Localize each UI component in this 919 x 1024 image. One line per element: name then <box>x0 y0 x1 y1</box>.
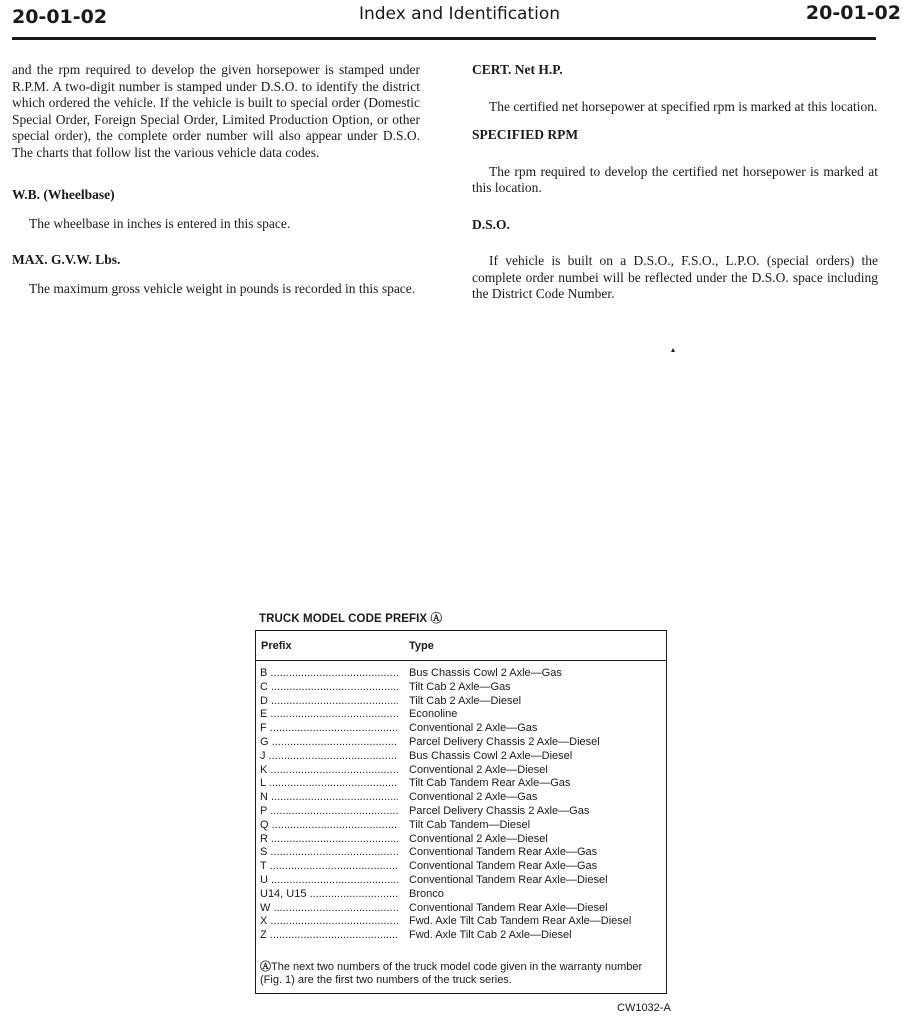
row-type: Parcel Delivery Chassis 2 Axle—Diesel <box>409 735 600 748</box>
table-title: TRUCK MODEL CODE PREFIX Ⓐ <box>259 613 443 625</box>
right-column <box>472 62 878 303</box>
dso-heading: D.S.O. <box>472 216 510 232</box>
row-prefix: K ..... <box>260 764 398 778</box>
page-number-left: 20-01-02 <box>12 6 108 28</box>
row-prefix: J ..... <box>260 750 398 764</box>
table-row <box>260 791 666 805</box>
row-prefix: B ..... <box>260 667 398 681</box>
row-prefix: U14, U15 ..... <box>260 888 398 902</box>
row-prefix: U ..... <box>260 874 398 888</box>
table-row <box>260 764 666 778</box>
table-row <box>260 681 666 695</box>
row-prefix: F ..... <box>260 722 398 736</box>
table-row <box>260 777 666 791</box>
header-rule <box>12 37 876 40</box>
intro-paragraph: and the rpm required to develop the given horsepower is stamped under R.P.M. A two-digit number is stamped under D.S.O. to identify the district which ordered the vehicle. If the vehicle is built to special order (Domestic Special Order, Foreign Special Order, Limited Production Option, or other special order), the complete order number will also appear under D.S.O. The charts that follow list the various vehicle data codes. <box>12 62 420 160</box>
row-prefix: N ..... <box>260 791 398 805</box>
table-row <box>260 736 666 750</box>
row-type: Fwd. Axle Tilt Cab Tandem Rear Axle—Diesel <box>409 915 632 928</box>
row-type: Tilt Cab Tandem—Diesel <box>409 818 531 831</box>
row-prefix: G ..... <box>260 736 398 750</box>
table-body <box>260 667 666 943</box>
footnote-text: The next two numbers of the truck model code given in the warranty number (Fig. 1) are the first two numbers of the truck series. <box>260 961 643 986</box>
table-header <box>256 631 666 661</box>
dso-text: If vehicle is built on a D.S.O., F.S.O., L.P.O. (special orders) the complete order numbei will be reflected under the D.S.O. space including the District Code Number. <box>472 253 878 301</box>
row-type: Conventional 2 Axle—Diesel <box>409 832 548 845</box>
row-prefix: E ..... <box>260 708 398 722</box>
row-type: Tilt Cab 2 Axle—Gas <box>409 680 511 693</box>
row-prefix: W ..... <box>260 902 398 916</box>
table-row <box>260 695 666 709</box>
specified-rpm-heading: SPECIFIED RPM <box>472 127 579 142</box>
row-type: Conventional 2 Axle—Gas <box>409 791 538 804</box>
row-prefix: S ..... <box>260 846 398 860</box>
gvw-heading: MAX. G.V.W. Lbs. <box>12 252 121 267</box>
row-prefix: R ..... <box>260 833 398 847</box>
table-row <box>260 902 666 916</box>
row-type: Conventional 2 Axle—Diesel <box>409 763 548 776</box>
column-header-type: Type <box>409 640 434 652</box>
row-prefix: D ..... <box>260 695 398 709</box>
table-row <box>260 819 666 833</box>
page-header <box>0 0 919 44</box>
table-row <box>260 929 666 943</box>
model-code-table <box>255 630 667 994</box>
footnote-symbol: Ⓐ <box>260 961 271 973</box>
row-type: Tilt Cab 2 Axle—Diesel <box>409 694 522 707</box>
row-prefix: Z ..... <box>260 929 398 943</box>
row-prefix: P ..... <box>260 805 398 819</box>
table-row <box>260 860 666 874</box>
printer-mark <box>671 348 675 352</box>
table-row <box>260 833 666 847</box>
table-row <box>260 915 666 929</box>
page-number-right: 20-01-02 <box>805 2 901 24</box>
row-type: Tilt Cab Tandem Rear Axle—Gas <box>409 777 571 790</box>
left-column <box>12 62 420 297</box>
row-type: Conventional Tandem Rear Axle—Gas <box>409 860 598 873</box>
gvw-text: The maximum gross vehicle weight in pounds is recorded in this space. <box>29 280 416 296</box>
row-prefix: Q ..... <box>260 819 398 833</box>
table-row <box>260 805 666 819</box>
row-type: Conventional Tandem Rear Axle—Diesel <box>409 873 608 886</box>
row-type: Econoline <box>409 708 458 721</box>
table-row <box>260 750 666 764</box>
cert-hp-text: The certified net horsepower at specified rpm is marked at this location. <box>489 98 878 114</box>
table-row <box>260 874 666 888</box>
table-row <box>260 708 666 722</box>
row-prefix: X ..... <box>260 915 398 929</box>
row-type: Bus Chassis Cowl 2 Axle—Gas <box>409 667 562 679</box>
row-type: Parcel Delivery Chassis 2 Axle—Gas <box>409 804 590 817</box>
row-type: Bronco <box>409 887 444 900</box>
specified-rpm-text: The rpm required to develop the certified net horsepower is marked at this location. <box>472 163 878 195</box>
table-footnote <box>260 961 664 987</box>
row-type: Bus Chassis Cowl 2 Axle—Diesel <box>409 749 573 762</box>
row-type: Conventional Tandem Rear Axle—Gas <box>409 846 598 859</box>
page-title: Index and Identification <box>358 4 561 24</box>
row-prefix: L ..... <box>260 777 398 791</box>
row-prefix: C ..... <box>260 681 398 695</box>
table-row <box>260 667 666 681</box>
table-row <box>260 888 666 902</box>
wheelbase-heading: W.B. (Wheelbase) <box>12 187 115 202</box>
row-type: Conventional 2 Axle—Gas <box>409 722 538 735</box>
row-type: Fwd. Axle Tilt Cab 2 Axle—Diesel <box>409 929 572 942</box>
table-row <box>260 846 666 860</box>
table-row <box>260 722 666 736</box>
figure-code: CW1032-A <box>617 1002 671 1014</box>
wheelbase-text: The wheelbase in inches is entered in this space. <box>29 215 291 231</box>
column-header-prefix: Prefix <box>261 640 292 652</box>
cert-hp-heading: CERT. Net H.P. <box>472 62 563 77</box>
row-prefix: T ..... <box>260 860 398 874</box>
row-type: Conventional Tandem Rear Axle—Diesel <box>409 901 608 914</box>
